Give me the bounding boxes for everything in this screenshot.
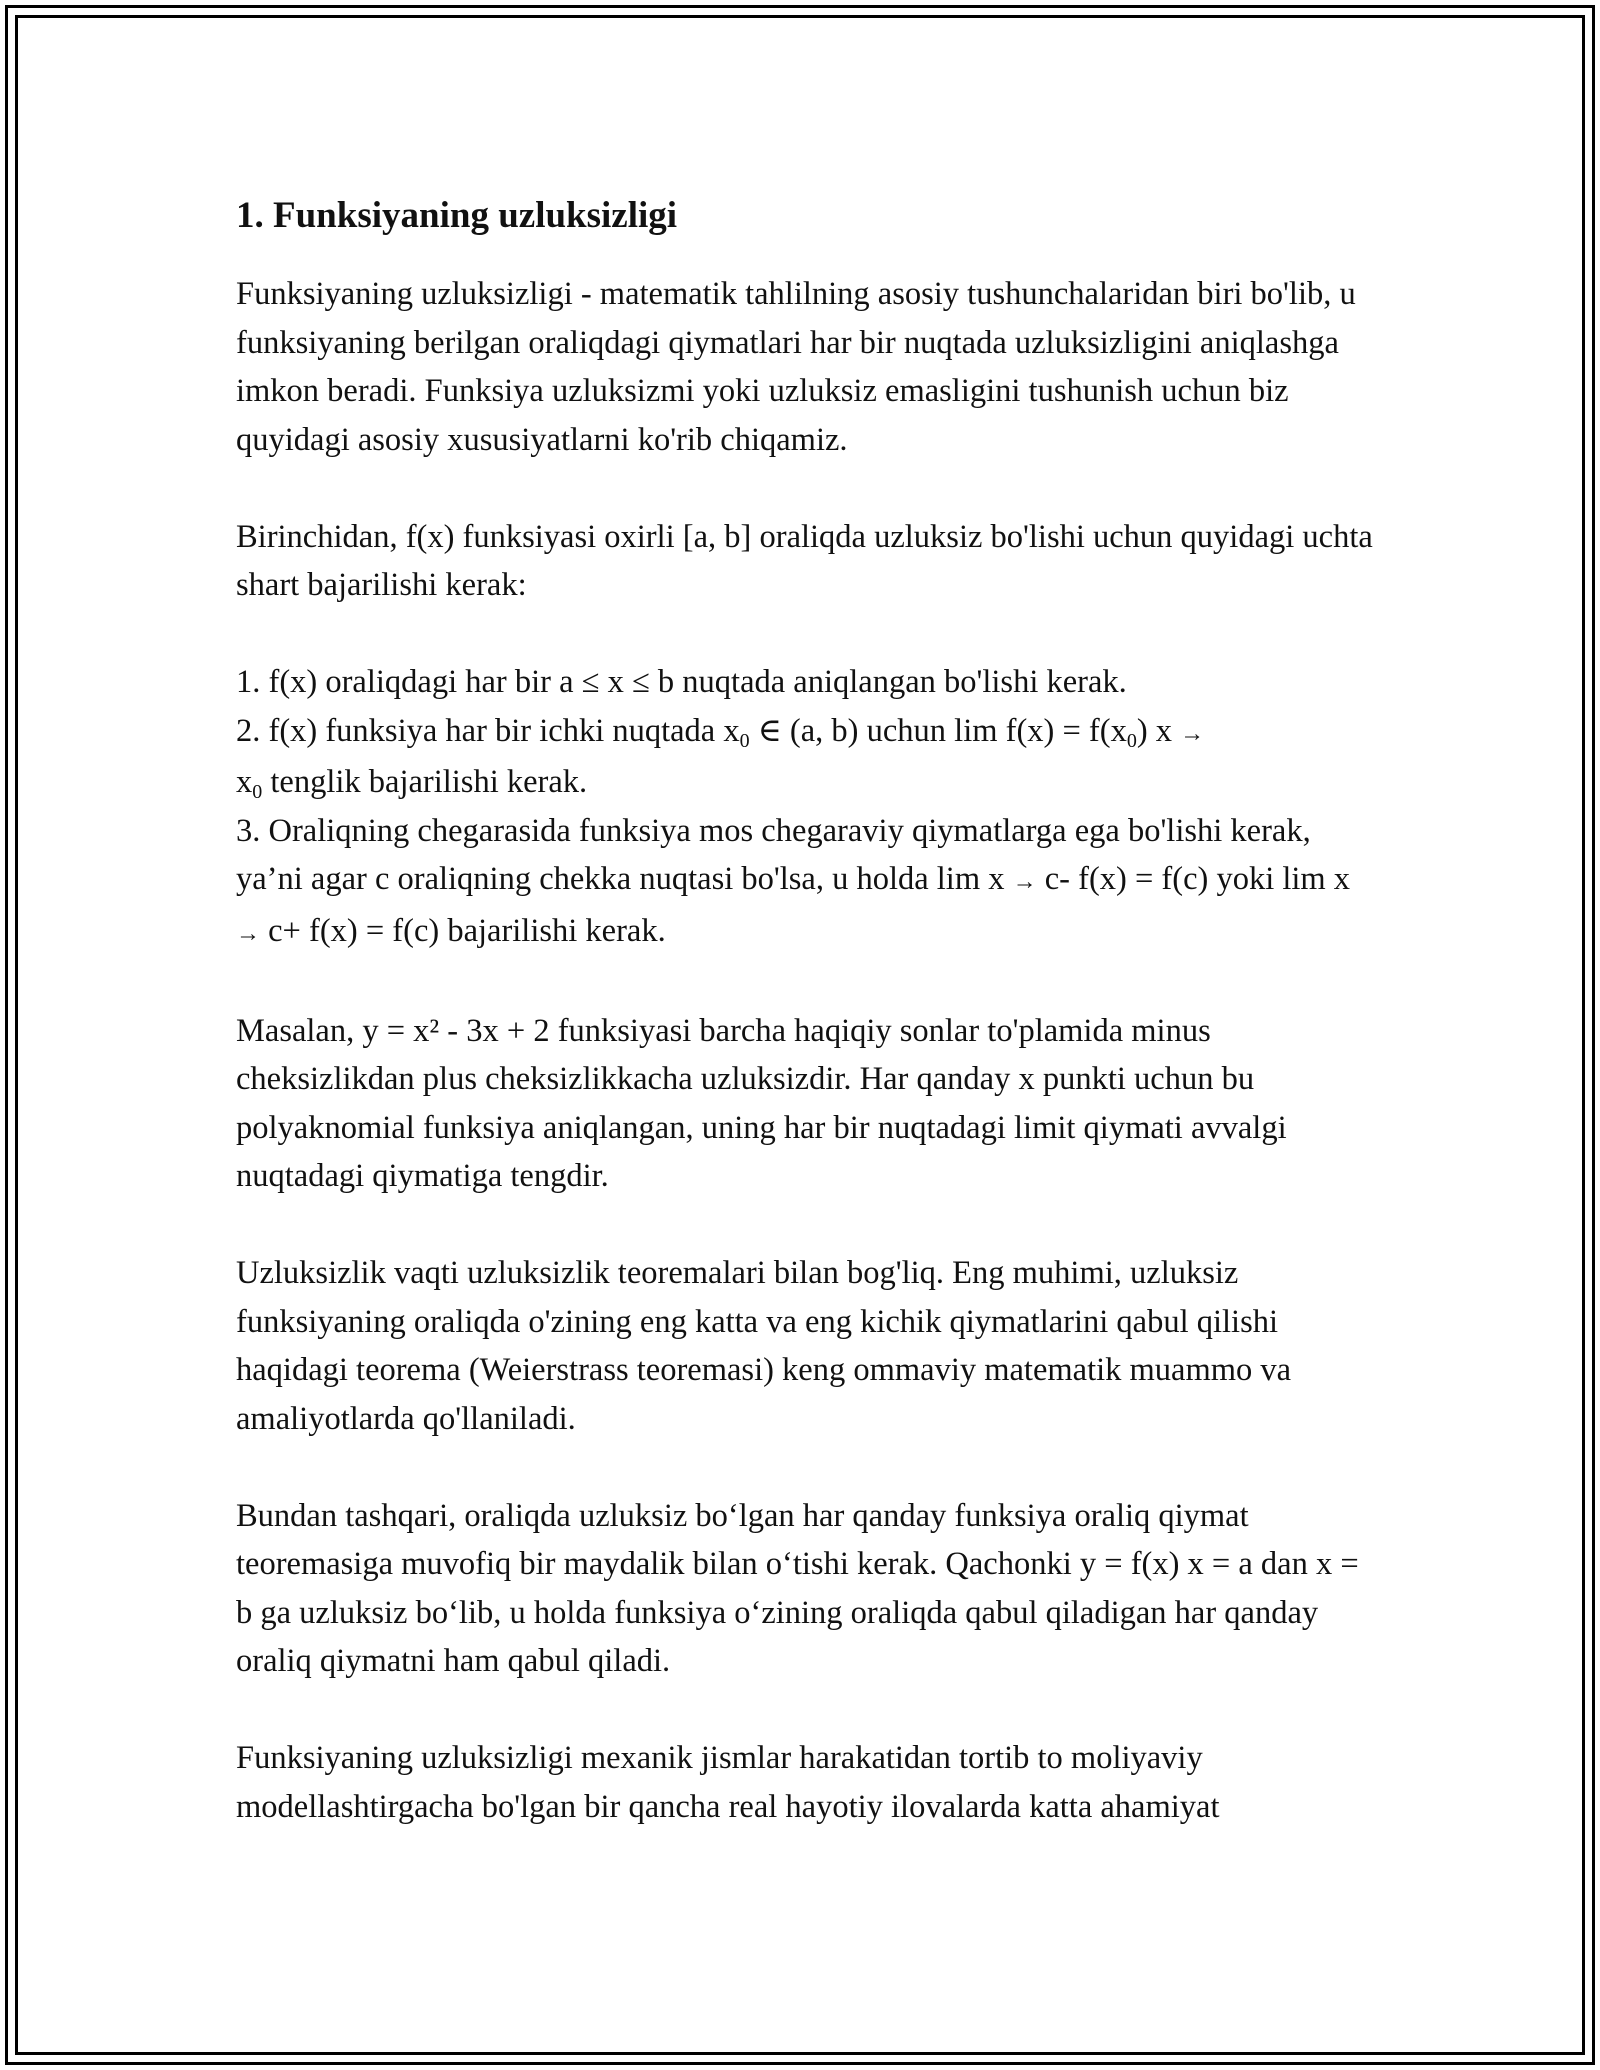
condition-item-3: [236, 807, 1376, 959]
applications-paragraph: Funksiyaning uzluksizligi mexanik jismlar harakatidan tortib to moliyaviy modellashtirgacha bo'lgan bir qancha real hayotiy ilovalarda katta ahamiyat: [236, 1740, 1220, 1825]
condition-3-text-b: c- f(x) = f(c) yoki lim x: [1036, 861, 1351, 897]
condition-3-text-a: 3. Oraliqning chegarasida funksiya mos chegaraviy qiymatlarga ega bo'lishi kerak, ya’ni agar c oraliqning chekka nuqtasi bo'lsa, u holda lim x: [236, 812, 1311, 897]
conditions-intro-paragraph: Birinchidan, f(x) funksiyasi oxirli [a, b] oraliqda uzluksiz bo'lishi uchun quyidagi uchta shart bajarilishi kerak:: [236, 518, 1373, 603]
subscript-zero: 0: [252, 781, 263, 803]
right-arrow-symbol: →: [236, 920, 260, 947]
condition-2-text-a: 2. f(x) funksiya har bir ichki nuqtada x: [236, 712, 740, 749]
condition-item-1: 1. f(x) oraliqdagi har bir a ≤ x ≤ b nuqtada aniqlangan bo'lishi kerak.: [236, 664, 1127, 700]
condition-3-text-c: c+ f(x) = f(c) bajarilishi kerak.: [260, 912, 666, 949]
intermediate-value-paragraph: Bundan tashqari, oraliqda uzluksiz boʻlgan har qanday funksiya oraliq qiymat teoremasiga muvofiq bir maydalik bilan oʻtishi kerak. Qachonki y = f(x) x = a dan x = b ga uzluksiz boʻlib, u holda funksiya oʻzining oraliqda qabul qiladigan har qanday oraliq qiymatni ham qabul qiladi.: [236, 1497, 1359, 1679]
theorems-paragraph: Uzluksizlik vaqti uzluksizlik teoremalari bilan bog'liq. Eng muhimi, uzluksiz funksiyaning oraliqda o'zining eng katta va eng kichik qiymatlarini qabul qilishi haqidagi teorema (Weierstrass teoremasi) keng ommaviy matematik muammo va amaliyotlarda qo'llaniladi.: [236, 1255, 1292, 1437]
condition-2-text-e: tenglik bajarilishi kerak.: [262, 764, 588, 800]
condition-2-text-c: ) x: [1136, 712, 1181, 749]
subscript-zero: 0: [739, 729, 750, 752]
subscript-zero: 0: [1126, 729, 1137, 752]
right-arrow-symbol: →: [1012, 869, 1037, 895]
intro-paragraph: Funksiyaning uzluksizligi - matematik tahlilning asosiy tushunchalaridan biri bo'lib, u funksiyaning berilgan oraliqdagi qiymatlari har bir nuqtada uzluksizligini aniqlashga imkon beradi. Funksiya uzluksizmi yoki uzluksiz emasligini tushunish uchun biz quyidagi asosiy xususiyatlarni ko'rib chiqamiz.: [236, 276, 1356, 458]
section-title: 1. Funksiyaning uzluksizligi: [236, 195, 678, 236]
condition-item-2: [236, 707, 1376, 807]
right-arrow-symbol: →: [1180, 720, 1205, 747]
conditions-list: [236, 658, 1376, 958]
condition-2-text-b: ∈ (a, b) uchun lim f(x) = f(x: [749, 712, 1127, 749]
document-body: [236, 188, 1376, 1831]
example-paragraph: Masalan, y = x² - 3x + 2 funksiyasi barcha haqiqiy sonlar to'plamida minus cheksizlikdan plus cheksizlikkacha uzluksizdir. Har qanday x punkti uchun bu polyaknomial funksiya aniqlangan, uning har bir nuqtadagi limit qiymati avvalgi nuqtadagi qiymatiga tengdir.: [236, 1012, 1287, 1194]
condition-2-text-d: x: [236, 764, 253, 800]
